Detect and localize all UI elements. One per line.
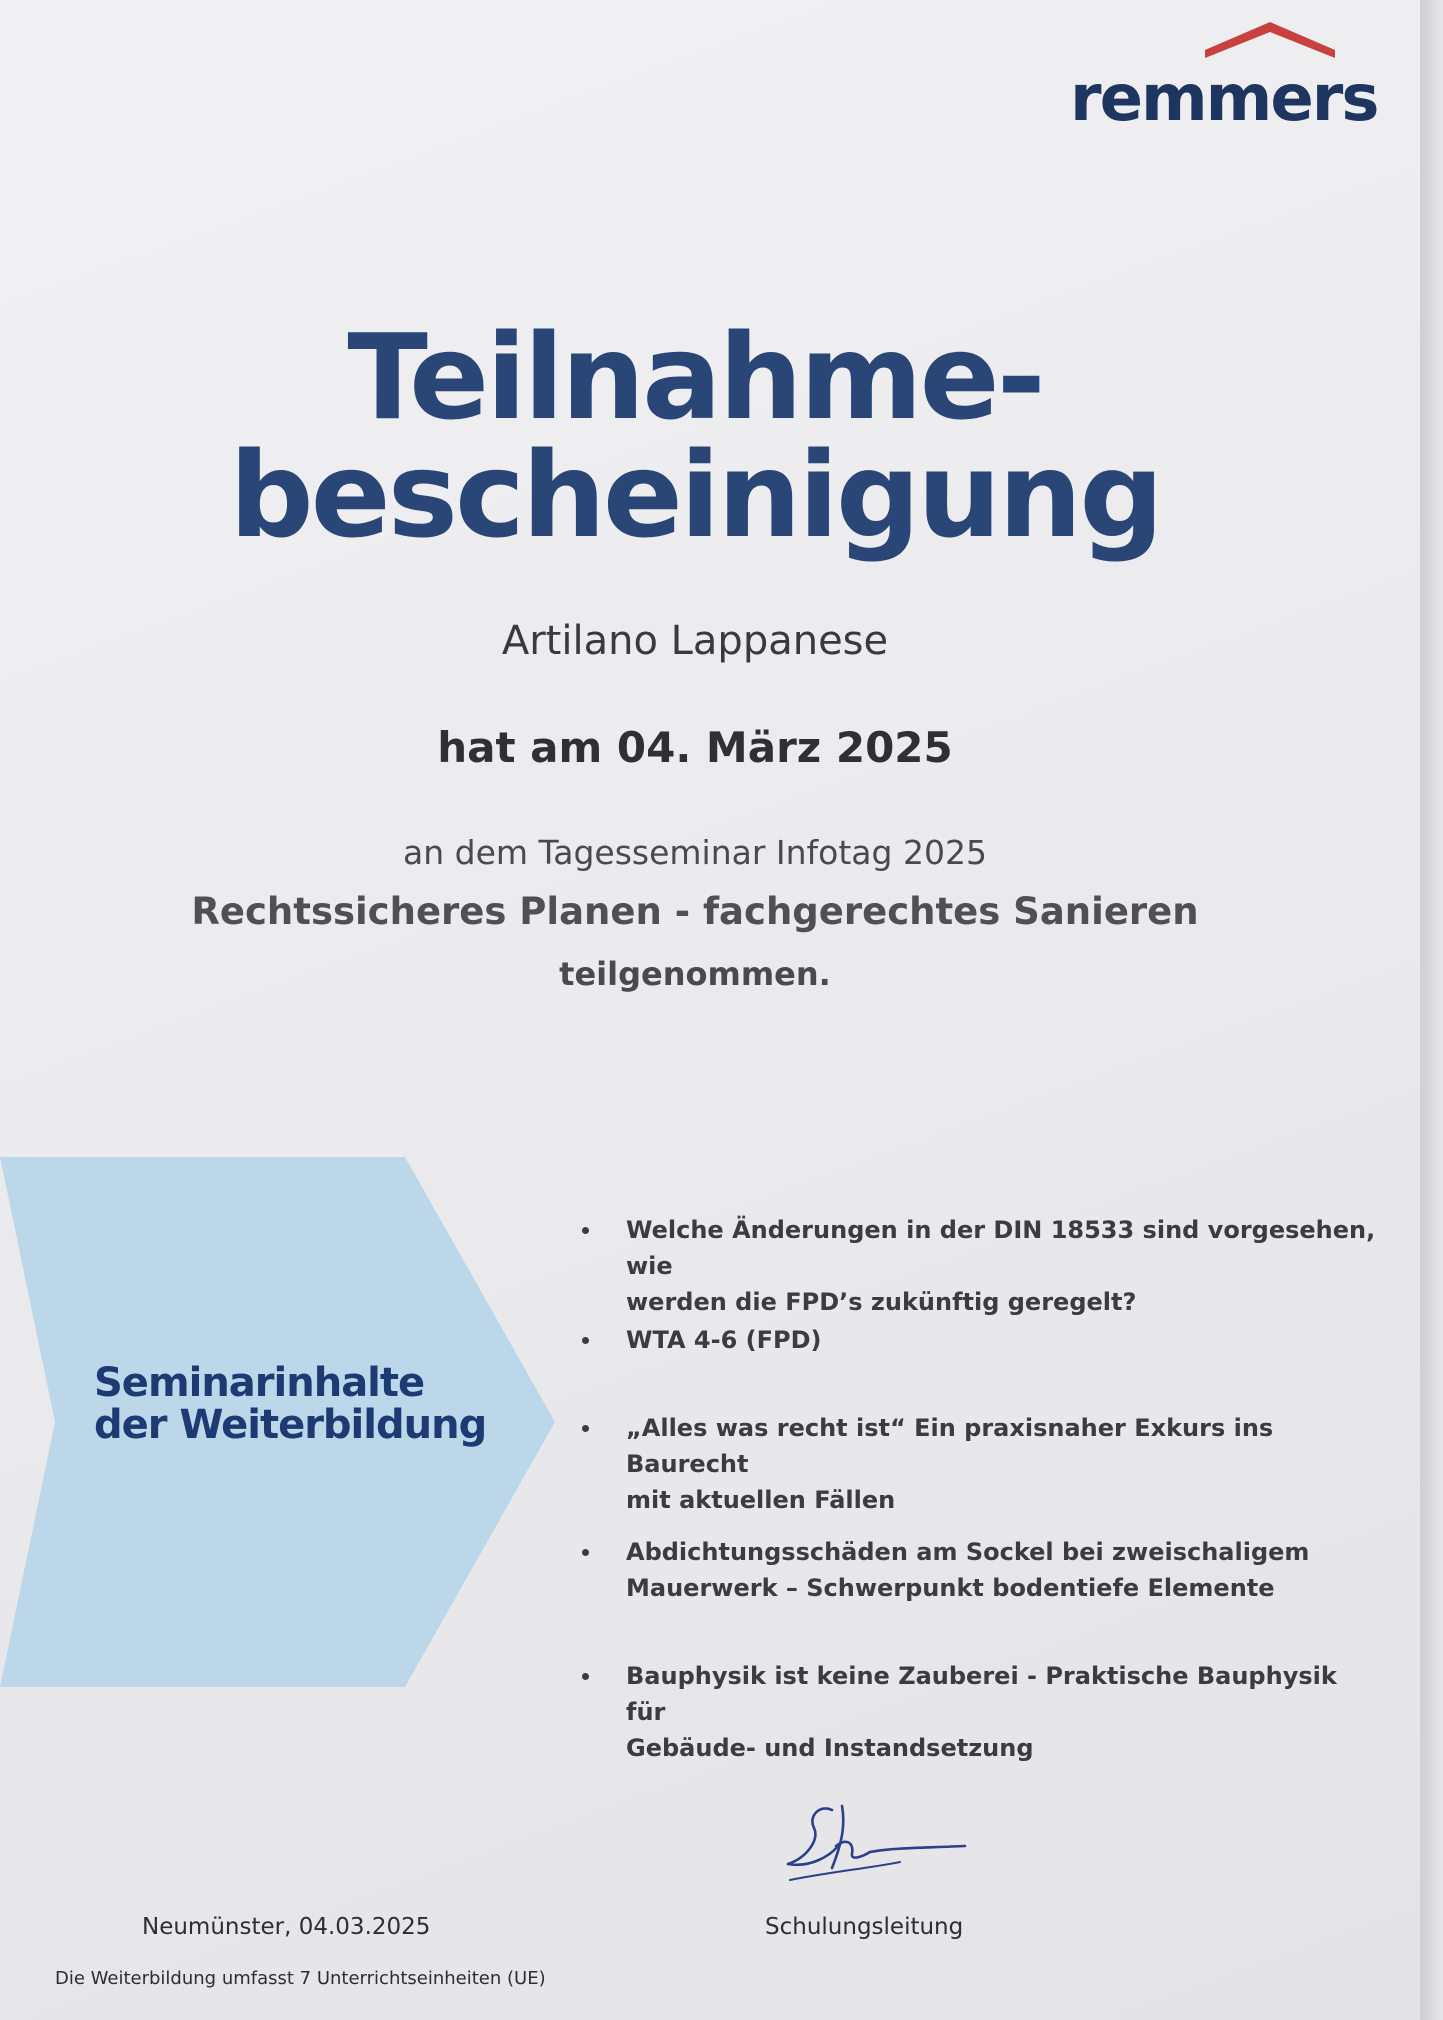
certificate-title [0,308,1390,564]
topic-line: mit aktuellen Fällen [626,1486,896,1514]
topic-line: Welche Änderungen in der DIN 18533 sind vorgesehen, wie [626,1216,1376,1280]
banner-heading [94,1362,486,1446]
topic-line: Gebäude- und Instandsetzung [626,1734,1034,1762]
topic-line: WTA 4-6 (FPD) [626,1326,822,1354]
signature-role: Schulungsleitung [765,1914,964,1940]
title-line-2: bescheinigung [229,426,1161,564]
banner-line-1: Seminarinhalte [94,1360,425,1406]
attendance-date: hat am 04. März 2025 [437,723,953,772]
title-line-1: Teilnahme- [347,308,1043,446]
list-item [580,1410,1380,1518]
seminar-name: an dem Tagesseminar Infotag 2025 [403,833,987,872]
list-item [580,1534,1309,1606]
logo-text: remmers [1070,62,1378,136]
topic-line: „Alles was recht ist“ Ein praxisnaher Exkurs ins Baurecht [626,1414,1274,1478]
list-item [580,1322,821,1358]
topic-line: werden die FPD’s zukünftig geregelt? [626,1288,1137,1316]
seminar-subject: Rechtssicheres Planen - fachgerechtes Sanieren [191,890,1199,933]
participant-name: Artilano Lappanese [501,618,889,664]
banner-line-2: der Weiterbildung [94,1402,487,1448]
handwritten-signature [780,1798,970,1893]
background-edge [1420,0,1443,2020]
remmers-logo [1070,20,1378,136]
topic-line: Bauphysik ist keine Zauberei - Praktische Bauphysik für [626,1662,1337,1726]
closing-line: teilgenommen. [559,955,831,993]
training-units-note: Die Weiterbildung umfasst 7 Unterrichtseinheiten (UE) [55,1968,546,1989]
topic-line: Abdichtungsschäden am Sockel bei zweischaligem [626,1538,1310,1566]
list-item [580,1658,1380,1766]
topic-line: Mauerwerk – Schwerpunkt bodentiefe Elemente [626,1574,1275,1602]
list-item [580,1212,1380,1320]
logo-roof-icon [1205,20,1335,60]
place-and-date: Neumünster, 04.03.2025 [142,1914,431,1940]
